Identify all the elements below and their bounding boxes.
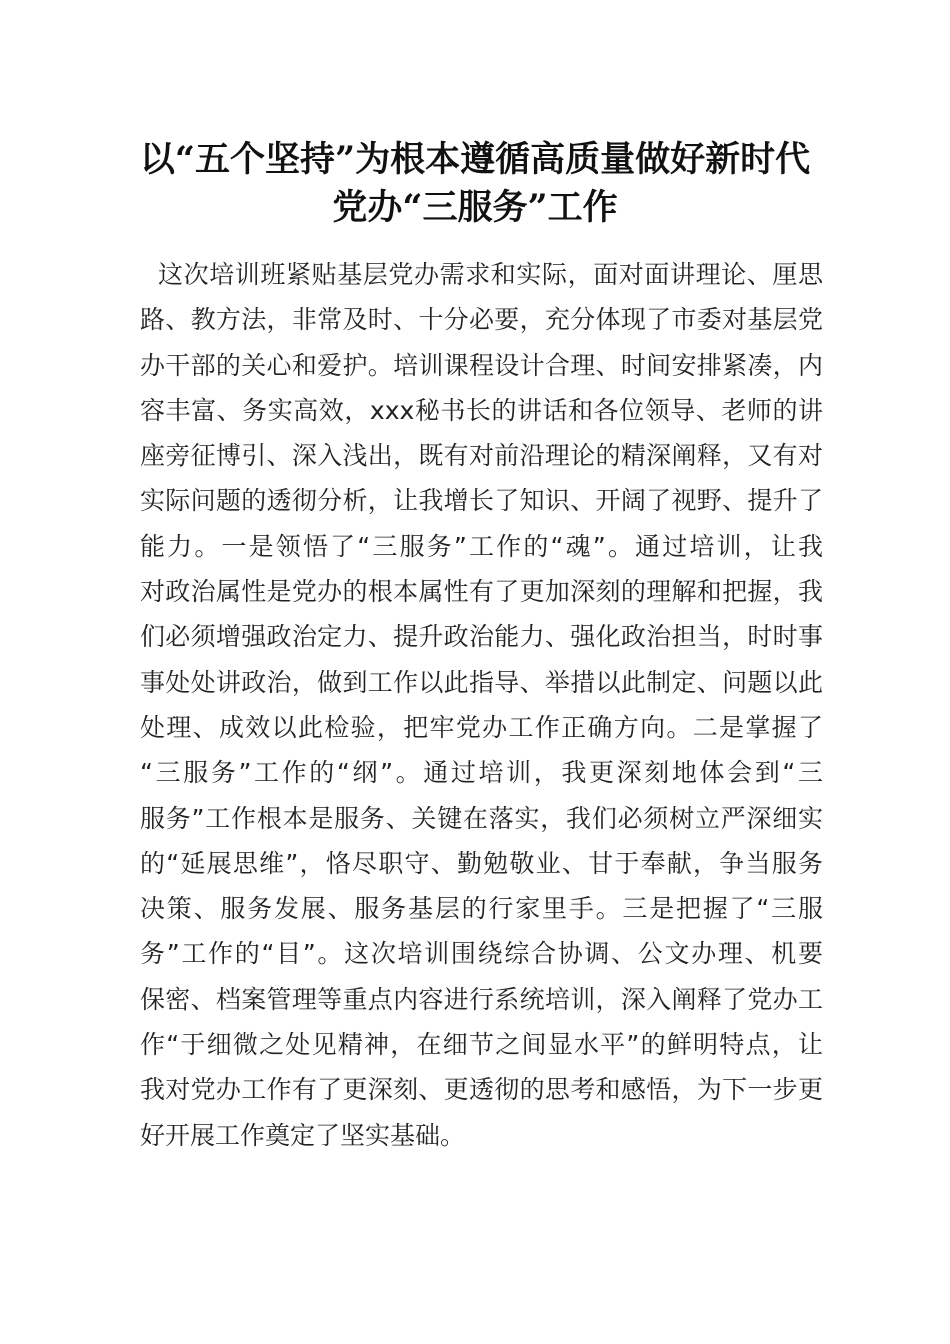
body-line: “三服务”工作的“纲”。通过培训，我更深刻地体会到“三: [140, 758, 823, 788]
body-line: 对政治属性是党办的根本属性有了更加深刻的理解和把握，我: [140, 577, 823, 607]
body-line: 我对党办工作有了更深刻、更透彻的思考和感悟，为下一步更: [140, 1075, 823, 1105]
body-line: 座旁征博引、深入浅出，既有对前沿理论的精深阐释，又有对: [140, 441, 823, 471]
body-line: 决策、服务发展、服务基层的行家里手。三是把握了“三服: [140, 894, 823, 924]
body-line: 容丰富、务实高效，xxx秘书长的讲话和各位领导、老师的讲: [140, 395, 823, 425]
title-line-1: 以“五个坚持”为根本遵循高质量做好新时代: [139, 139, 811, 180]
body-line: 路、教方法，非常及时、十分必要，充分体现了市委对基层党: [140, 305, 823, 335]
body-line: 能力。一是领悟了“三服务”工作的“魂”。通过培训，让我: [140, 531, 823, 561]
body-line: 好开展工作奠定了坚实基础。: [140, 1120, 466, 1150]
title-line-2: 党办“三服务”工作: [332, 187, 618, 228]
document-title: [100, 136, 850, 232]
body-line: 办干部的关心和爱护。培训课程设计合理、时间安排紧凑，内: [140, 350, 823, 380]
body-line: 处理、成效以此检验，把牢党办工作正确方向。二是掌握了: [140, 712, 823, 742]
body-line: 保密、档案管理等重点内容进行系统培训，深入阐释了党办工: [140, 984, 823, 1014]
body-line: 的“延展思维”，恪尽职守、勤勉敬业、甘于奉献，争当服务: [140, 848, 823, 878]
body-line: 事处处讲政治，做到工作以此指导、举措以此制定、问题以此: [140, 667, 823, 697]
body-line: 实际问题的透彻分析，让我增长了知识、开阔了视野、提升了: [140, 486, 823, 516]
body-line: 这次培训班紧贴基层党办需求和实际，面对面讲理论、厘思: [158, 260, 823, 289]
document-body: [140, 252, 823, 1158]
body-line: 们必须增强政治定力、提升政治能力、强化政治担当，时时事: [140, 622, 823, 652]
body-line: 服务”工作根本是服务、关键在落实，我们必须树立严深细实: [140, 803, 823, 833]
body-line: 务”工作的“目”。这次培训围绕综合协调、公文办理、机要: [140, 939, 823, 969]
body-line: 作“于细微之处见精神，在细节之间显水平”的鲜明特点，让: [140, 1030, 823, 1060]
